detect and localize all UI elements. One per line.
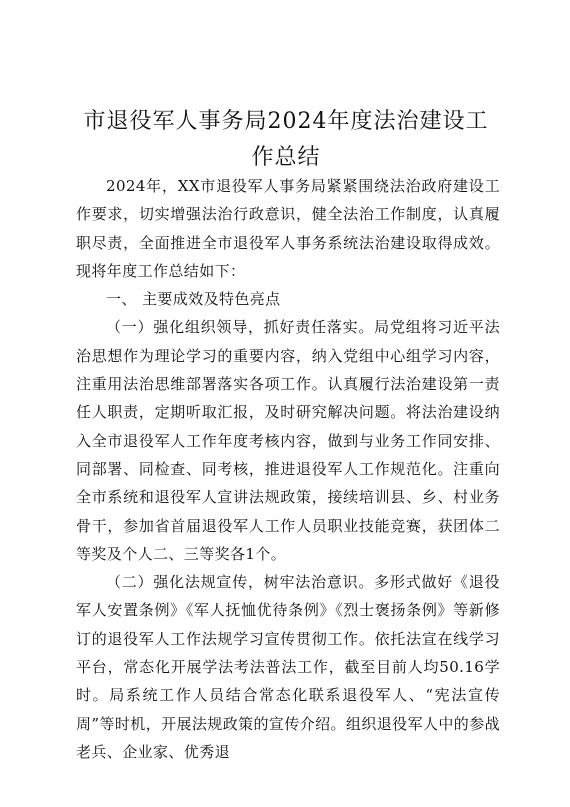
body-paragraph: （一）强化组织领导，抓好责任落实。局党组将习近平法治思想作为理论学习的重要内容，纳入党组中心组学习内容，注重用法治思维部署落实各项工作。认真履行法治建设第一责任人职责，定期听取汇报，及时研究解决问题。将法治建设纳入全市退役军人工作年度考核内容，做到与业务工作同安排、同部署、同检查、同考核，推进退役军人工作规范化。注重向全市系统和退役军人宣讲法规政策，接续培训县、乡、村业务骨干，参加省首届退役军人工作人员职业技能竞赛，获团体二等奖及个人二、三等奖各1个。 [76,318,500,563]
document-title: 市退役军人事务局2024年度法治建设工作总结 [83,109,489,170]
section-heading: 一、 主要成效及特色亮点 [106,290,281,309]
body-paragraph: （二）强化法规宣传，树牢法治意识。多形式做好《退役军人安置条例》《军人抚恤优待条例》《烈士褒扬条例》等新修订的退役军人工作法规学习宣传贯彻工作。依托法宣在线学习平台，常态化开展学法考法普法工作，截至目前人均50.16学时。局系统工作人员结合常态化联系退役军人、“宪法宣传周”等时机，开展法规政策的宣传介绍。组织退役军人中的参战老兵、企业家、优秀退 [76,573,500,761]
document-body [76,172,500,766]
intro-paragraph: 2024年，XX市退役军人事务局紧紧围绕法治政府建设工作要求，切实增强法治行政意识，健全法治工作制度，认真履职尽责，全面推进全市退役军人事务系统法治建设取得成效。现将年度工作总结如下： [76,177,500,280]
